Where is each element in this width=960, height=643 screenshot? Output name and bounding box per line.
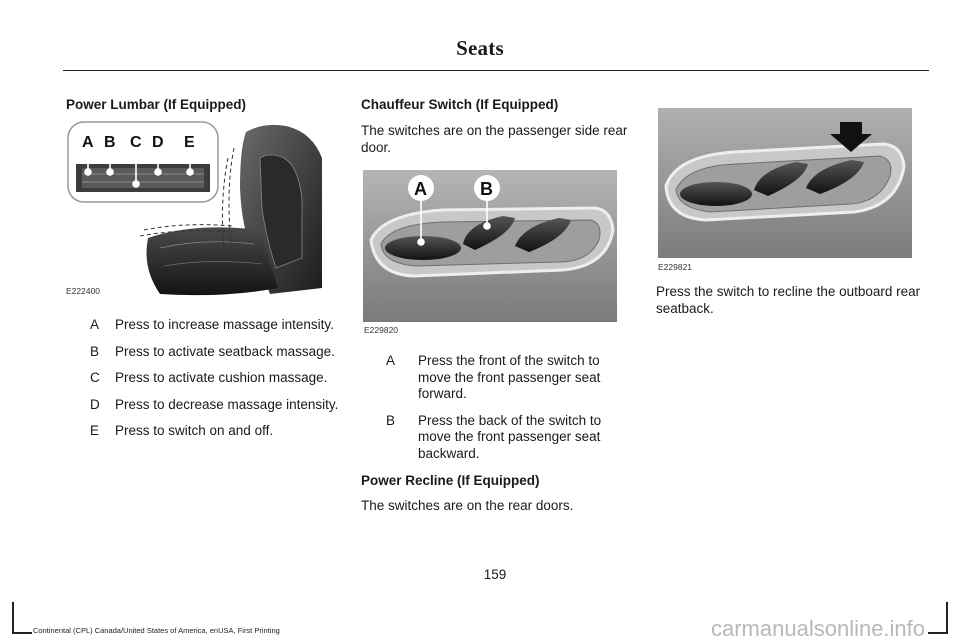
seat-massage-illustration — [64, 118, 328, 298]
corner-mark — [12, 632, 32, 634]
title-divider — [63, 70, 929, 71]
power-recline-heading: Power Recline (If Equipped) — [361, 473, 540, 488]
power-recline-figure — [658, 108, 912, 258]
callout-b: B — [480, 179, 493, 199]
corner-mark — [12, 602, 14, 634]
power-recline-intro: The switches are on the rear doors. — [361, 498, 574, 513]
watermark: carmanualsonline.info — [711, 616, 926, 641]
power-lumbar-list — [90, 317, 340, 440]
list-item: A Press to increase massage intensity. — [90, 317, 334, 332]
power-lumbar-figure — [64, 118, 328, 298]
callout-c: C — [130, 134, 142, 151]
callout-a: A — [82, 134, 94, 151]
callout-a: A — [414, 179, 427, 199]
chauffeur-switch-figure — [363, 170, 617, 322]
list-item: E Press to switch on and off. — [90, 423, 274, 438]
figure-id-e222400: E222400 — [66, 286, 101, 296]
corner-mark — [928, 632, 948, 634]
corner-mark — [946, 602, 948, 634]
chauffeur-switch-intro: The switches are on the passenger side rear door. — [361, 123, 628, 155]
callout-d: D — [152, 134, 164, 151]
chauffeur-switch-heading: Chauffeur Switch (If Equipped) — [361, 97, 559, 112]
power-recline-description: Press the switch to recline the outboard rear seatback. — [656, 284, 921, 316]
figure-id-e229821: E229821 — [658, 262, 693, 272]
callout-b: B — [104, 134, 116, 151]
chauffeur-switch-list — [386, 353, 616, 462]
door-switch-illustration — [363, 170, 617, 322]
page-title: Seats — [456, 36, 504, 60]
list-item: B Press the back of the switch to move the front passenger seat backward. — [386, 412, 602, 461]
page-number: 159 — [483, 567, 507, 582]
list-item: D Press to decrease massage intensity. — [90, 396, 339, 412]
figure-id-e229820: E229820 — [364, 325, 399, 335]
list-item: A Press the front of the switch to move the front passenger seat forward. — [386, 353, 601, 401]
recline-switch-illustration — [658, 108, 912, 258]
footer-text: Continental (CPL) Canada/United States of America, enUSA, First Printing — [33, 626, 280, 635]
list-item: B Press to activate seatback massage. — [90, 343, 335, 359]
power-lumbar-heading: Power Lumbar (If Equipped) — [66, 97, 247, 112]
callout-e: E — [184, 134, 195, 151]
list-item: C Press to activate cushion massage. — [90, 370, 328, 385]
